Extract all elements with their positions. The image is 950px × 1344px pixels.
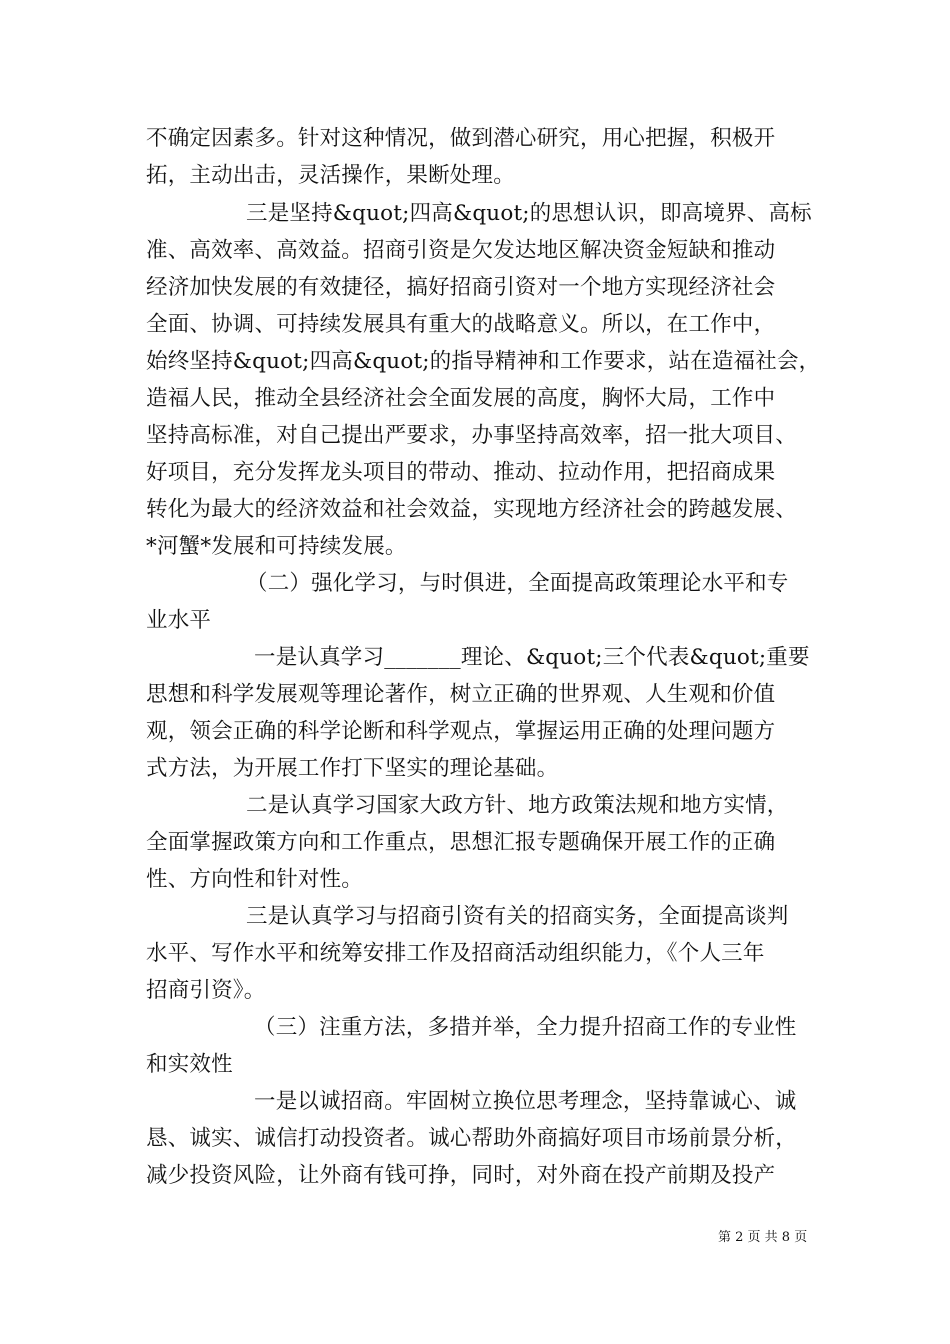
text-line: 坚持高标准，对自己提出严要求，办事坚持高效率，招一批大项目、 xyxy=(146,423,798,448)
text-line: 一是认真学习_______理论、&quot;三个代表&quot;重要 xyxy=(254,645,810,670)
section-heading: （三）注重方法，多措并举，全力提升招商工作的专业性 xyxy=(254,1015,797,1040)
text-line: 一是以诚招商。牢固树立换位思考理念，坚持靠诚心、诚 xyxy=(254,1089,797,1114)
text-line: 全面、协调、可持续发展具有重大的战略意义。所以，在工作中， xyxy=(146,312,776,337)
text-line: 始终坚持&quot;四高&quot;的指导精神和工作要求，站在造福社会， xyxy=(146,349,821,374)
text-line: 造福人民，推动全县经济社会全面发展的高度，胸怀大局，工作中 xyxy=(146,386,776,411)
text-line: 水平、写作水平和统筹安排工作及招商活动组织能力，《个人三年 xyxy=(146,941,765,966)
text-line: 经济加快发展的有效捷径，搞好招商引资对一个地方实现经济社会 xyxy=(146,275,776,300)
text-line: 减少投资风险，让外商有钱可挣，同时，对外商在投产前期及投产 xyxy=(146,1163,776,1188)
page-number: 第 2 页 共 8 页 xyxy=(718,1230,808,1245)
text-line: 二是认真学习国家大政方针、地方政策法规和地方实情， xyxy=(246,793,789,818)
section-heading: 和实效性 xyxy=(146,1052,233,1077)
text-line: 转化为最大的经济效益和社会效益，实现地方经济社会的跨越发展、 xyxy=(146,497,798,522)
text-line: 恳、诚实、诚信打动投资者。诚心帮助外商搞好项目市场前景分析， xyxy=(146,1126,798,1151)
text-line: 全面掌握政策方向和工作重点，思想汇报专题确保开展工作的正确 xyxy=(146,830,776,855)
text-line: 准、高效率、高效益。招商引资是欠发达地区解决资金短缺和推动 xyxy=(146,238,776,263)
text-line: 好项目，充分发挥龙头项目的带动、推动、拉动作用，把招商成果 xyxy=(146,460,776,485)
text-line: *河蟹*发展和可持续发展。 xyxy=(146,534,407,559)
section-heading: 业水平 xyxy=(146,608,212,633)
text-line: 性、方向性和针对性。 xyxy=(146,867,364,892)
text-line: 三是坚持&quot;四高&quot;的思想认识，即高境界、高标 xyxy=(246,201,812,226)
text-line: 拓，主动出击，灵活操作，果断处理。 xyxy=(146,163,515,188)
text-line: 招商引资》。 xyxy=(146,978,266,1003)
text-line: 三是认真学习与招商引资有关的招商实务，全面提高谈判 xyxy=(246,904,789,929)
text-line: 思想和科学发展观等理论著作，树立正确的世界观、人生观和价值 xyxy=(146,682,776,707)
text-line: 式方法，为开展工作打下坚实的理论基础。 xyxy=(146,756,559,781)
text-line: 观，领会正确的科学论断和科学观点，掌握运用正确的处理问题方 xyxy=(146,719,776,744)
section-heading: （二）强化学习，与时俱进，全面提高政策理论水平和专 xyxy=(246,571,789,596)
text-line: 不确定因素多。针对这种情况，做到潜心研究，用心把握，积极开 xyxy=(146,126,776,151)
